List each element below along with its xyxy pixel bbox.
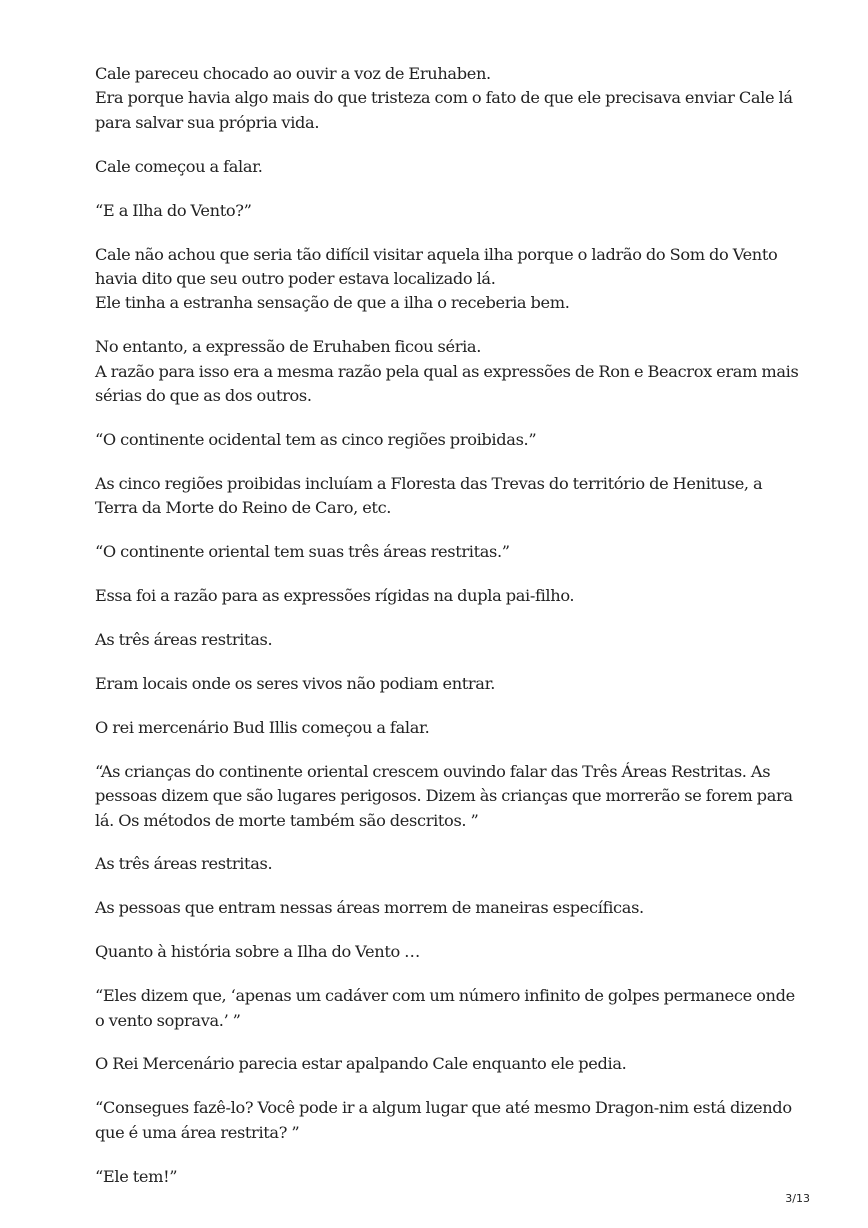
paragraph bbox=[95, 62, 795, 135]
text-line: “Consegues fazê-lo? Você pode ir a algum lugar que até mesmo Dragon-nim está dizendo bbox=[95, 1098, 792, 1118]
text-line: “O continente ocidental tem as cinco regiões proibidas.” bbox=[95, 429, 537, 449]
page-number: 3/13 bbox=[785, 1192, 810, 1205]
paragraph bbox=[95, 940, 795, 964]
paragraph bbox=[95, 1052, 795, 1076]
paragraph bbox=[95, 1096, 795, 1145]
text-line: As três áreas restritas. bbox=[95, 854, 273, 874]
paragraph bbox=[95, 1165, 795, 1189]
paragraph bbox=[95, 984, 795, 1033]
text-line: sérias do que as dos outros. bbox=[95, 386, 312, 406]
text-line: Ele tinha a estranha sensação de que a ilha o receberia bem. bbox=[95, 293, 570, 313]
text-line: Essa foi a razão para as expressões rígidas na dupla pai-filho. bbox=[95, 586, 575, 606]
paragraph bbox=[95, 243, 795, 316]
paragraph bbox=[95, 760, 795, 833]
text-line: O Rei Mercenário parecia estar apalpando Cale enquanto ele pedia. bbox=[95, 1054, 627, 1074]
text-line: “Eles dizem que, ‘apenas um cadáver com um número infinito de golpes permanece onde bbox=[95, 986, 795, 1006]
text-line: “Ele tem!” bbox=[95, 1166, 178, 1186]
paragraph bbox=[95, 199, 795, 223]
text-line: Cale pareceu chocado ao ouvir a voz de Eruhaben. bbox=[95, 64, 491, 83]
text-line: O rei mercenário Bud Illis começou a falar. bbox=[95, 717, 430, 737]
paragraph bbox=[95, 584, 795, 608]
text-line: lá. Os métodos de morte também são descritos. ” bbox=[95, 810, 479, 830]
paragraph bbox=[95, 672, 795, 696]
text-line: para salvar sua própria vida. bbox=[95, 112, 320, 132]
paragraph bbox=[95, 540, 795, 564]
paragraph bbox=[95, 628, 795, 652]
text-line: pessoas dizem que são lugares perigosos. Dizem às crianças que morrerão se forem para bbox=[95, 786, 793, 806]
paragraph bbox=[95, 852, 795, 876]
text-line: Era porque havia algo mais do que tristeza com o fato de que ele precisava enviar Cale lá bbox=[95, 88, 793, 108]
text-line: que é uma área restrita? ” bbox=[95, 1122, 300, 1142]
paragraph bbox=[95, 716, 795, 740]
text-line: havia dito que seu outro poder estava localizado lá. bbox=[95, 268, 496, 288]
text-line: As cinco regiões proibidas incluíam a Floresta das Trevas do território de Henituse, a bbox=[95, 473, 763, 493]
text-line: “O continente oriental tem suas três áreas restritas.” bbox=[95, 542, 510, 562]
text-line: “As crianças do continente oriental crescem ouvindo falar das Três Áreas Restritas. As bbox=[95, 761, 771, 781]
text-line: As três áreas restritas. bbox=[95, 630, 273, 649]
text-line: o vento soprava.’ ” bbox=[95, 1010, 241, 1030]
paragraph bbox=[95, 472, 795, 521]
text-line: Cale não achou que seria tão difícil visitar aquela ilha porque o ladrão do Som do Vento bbox=[95, 244, 778, 264]
text-line: A razão para isso era a mesma razão pela qual as expressões de Ron e Beacrox eram mais bbox=[95, 361, 799, 381]
text-line: Eram locais onde os seres vivos não podiam entrar. bbox=[95, 673, 496, 693]
text-line: Quanto à história sobre a Ilha do Vento … bbox=[95, 942, 421, 962]
text-line: Terra da Morte do Reino de Caro, etc. bbox=[95, 498, 392, 518]
paragraph bbox=[95, 335, 799, 408]
paragraph bbox=[95, 155, 795, 179]
text-line: As pessoas que entram nessas áreas morrem de maneiras específicas. bbox=[95, 898, 644, 918]
paragraph bbox=[95, 896, 795, 920]
text-line: “E a Ilha do Vento?” bbox=[95, 200, 252, 220]
text-line: Cale começou a falar. bbox=[95, 156, 263, 176]
text-line: No entanto, a expressão de Eruhaben ficou séria. bbox=[95, 337, 482, 357]
paragraph bbox=[95, 428, 795, 452]
